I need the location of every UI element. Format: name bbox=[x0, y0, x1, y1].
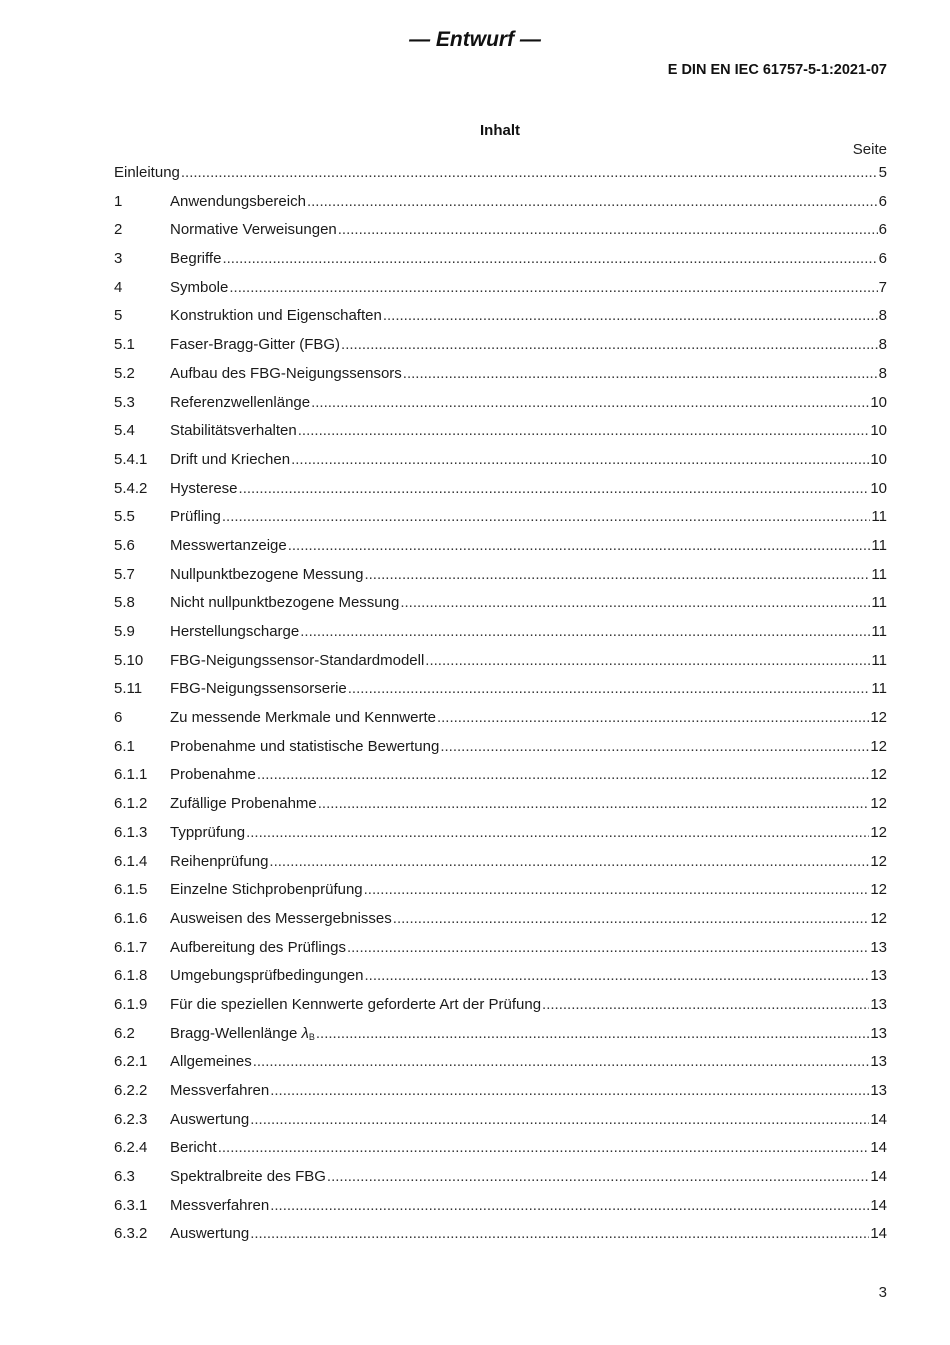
toc-entry[interactable] bbox=[114, 1220, 887, 1249]
toc-entry-title bbox=[170, 561, 363, 590]
toc-entry-title bbox=[170, 991, 541, 1020]
toc-entry[interactable] bbox=[114, 532, 887, 561]
toc-entry-page: 5 bbox=[878, 164, 887, 181]
toc-entry-page: 13 bbox=[870, 995, 887, 1013]
leader-dots bbox=[307, 188, 878, 217]
toc-entry-page: 11 bbox=[871, 680, 887, 698]
toc-entry-number: 6.2.3 bbox=[114, 1110, 148, 1128]
toc-entry-number: 5.8 bbox=[114, 594, 135, 612]
leader-dots bbox=[288, 532, 871, 561]
toc-entry[interactable] bbox=[114, 1020, 887, 1049]
toc-entry-title bbox=[170, 216, 337, 245]
toc-entry-title bbox=[170, 704, 436, 733]
leader-dots bbox=[364, 876, 870, 905]
toc-entry-title bbox=[170, 618, 299, 647]
toc-entry[interactable] bbox=[114, 331, 887, 360]
toc-entry-number: 6.1.7 bbox=[114, 938, 148, 956]
toc-entry-title-text: Zufällige Probenahme bbox=[170, 795, 317, 813]
leader-dots bbox=[393, 905, 870, 934]
toc-entry-symbol-subscript: B bbox=[308, 1031, 315, 1042]
toc-entry-title-text: Herstellungscharge bbox=[170, 623, 300, 640]
document-number: E DIN EN IEC 61757-5-1:2021-07 bbox=[667, 62, 887, 78]
leader-dots bbox=[270, 1192, 869, 1221]
leader-dots bbox=[253, 1048, 870, 1077]
toc-entry[interactable] bbox=[114, 1048, 887, 1077]
toc-entry-title-text: Referenzwellenlänge bbox=[170, 393, 311, 411]
toc-entry-introduction[interactable] bbox=[114, 159, 887, 188]
toc-entry-page: 13 bbox=[870, 1082, 887, 1099]
toc-entry-title bbox=[170, 1134, 217, 1163]
toc-entry-page: 14 bbox=[870, 1225, 887, 1243]
toc-entry[interactable] bbox=[114, 905, 887, 934]
toc-entry-title bbox=[170, 848, 268, 877]
leader-dots bbox=[269, 848, 869, 877]
toc-entry-page: 11 bbox=[871, 565, 887, 583]
leader-dots bbox=[318, 790, 870, 819]
toc-entry-page: 10 bbox=[870, 422, 887, 440]
toc-entry-number: 6.2.2 bbox=[114, 1082, 148, 1099]
toc-entry-number: 2 bbox=[114, 221, 123, 239]
toc-entry-title bbox=[170, 503, 221, 532]
leader-dots bbox=[440, 733, 869, 762]
toc-entry-page: 12 bbox=[870, 737, 887, 755]
toc-entry-page: 12 bbox=[870, 823, 887, 841]
toc-entry[interactable] bbox=[114, 245, 887, 274]
toc-entry-title-text: Einzelne Stichprobenprüfung bbox=[170, 881, 363, 899]
toc-entry[interactable] bbox=[114, 1134, 887, 1163]
toc-entry-title: Einleitung bbox=[114, 164, 180, 181]
toc-entry-title-text: FBG-Neigungssensor-Standardmodell bbox=[170, 651, 425, 669]
leader-dots bbox=[341, 331, 878, 360]
leader-dots bbox=[347, 934, 869, 963]
toc-entry-number: 6.1.3 bbox=[114, 823, 148, 841]
toc-entry[interactable] bbox=[114, 876, 887, 905]
toc-entry-number: 6.3 bbox=[114, 1168, 135, 1186]
toc-entry[interactable] bbox=[114, 589, 887, 618]
toc-entry-symbol: λ bbox=[301, 1024, 309, 1042]
toc-heading: Inhalt bbox=[480, 122, 520, 139]
toc-entry-title-text: Auswertung bbox=[170, 1225, 250, 1243]
leader-dots bbox=[300, 618, 870, 647]
toc-entry-title bbox=[170, 532, 287, 561]
toc-entry[interactable] bbox=[114, 1192, 887, 1221]
leader-dots bbox=[218, 1134, 870, 1163]
leader-dots bbox=[437, 704, 869, 733]
toc-entry[interactable] bbox=[114, 1077, 887, 1106]
toc-entry[interactable] bbox=[114, 848, 887, 877]
toc-entry[interactable] bbox=[114, 1106, 887, 1135]
toc-entry-page: 14 bbox=[870, 1168, 887, 1186]
toc-entry-title-text: Symbole bbox=[170, 278, 229, 296]
toc-entry-page: 12 bbox=[870, 709, 887, 727]
toc-entry-number: 1 bbox=[114, 192, 123, 210]
toc-entry-title-text: Nicht nullpunktbezogene Messung bbox=[170, 594, 400, 612]
toc-entry-title-text: Reihenprüfung bbox=[170, 852, 269, 870]
toc-entry-title-text: Prüfling bbox=[170, 508, 221, 526]
toc-entry[interactable] bbox=[114, 790, 887, 819]
leader-dots bbox=[291, 446, 869, 475]
toc-entry[interactable] bbox=[114, 389, 887, 418]
toc-entry-number: 5.10 bbox=[114, 651, 144, 669]
toc-entry-title-text: Normative Verweisungen bbox=[170, 221, 337, 239]
toc-entry-number: 5.4.1 bbox=[114, 450, 148, 468]
toc-entry-title bbox=[170, 331, 340, 360]
toc-entry-title bbox=[170, 245, 221, 274]
toc-entry-title-text: Ausweisen des Messergebnisses bbox=[170, 909, 392, 927]
toc-entry-title-text: Aufbereitung des Prüflings bbox=[170, 938, 346, 956]
leader-dots bbox=[364, 962, 869, 991]
toc-entry-number: 6.1.4 bbox=[114, 852, 148, 870]
toc-entry-page: 11 bbox=[871, 536, 887, 554]
leader-dots bbox=[229, 274, 877, 303]
toc-entry-title bbox=[170, 1106, 249, 1135]
toc-entry-number: 6.3.1 bbox=[114, 1196, 148, 1214]
toc-entry-title bbox=[170, 1192, 269, 1221]
toc-entry-page: 14 bbox=[870, 1196, 887, 1214]
toc-entry-title-text: Begriffe bbox=[170, 250, 222, 268]
toc-entry-number: 6.2 bbox=[114, 1024, 135, 1042]
leader-dots bbox=[348, 675, 871, 704]
toc-entry-number: 5.4 bbox=[114, 422, 135, 440]
toc-entry-number: 6.1.5 bbox=[114, 881, 148, 899]
toc-entry-title bbox=[170, 675, 347, 704]
toc-entry-title-text: Nullpunktbezogene Messung bbox=[170, 565, 364, 583]
toc-entry[interactable] bbox=[114, 302, 887, 331]
toc-entry-number: 6.1.8 bbox=[114, 967, 148, 985]
toc-entry-page: 12 bbox=[870, 909, 887, 927]
toc-entry-title bbox=[170, 1163, 326, 1192]
toc-entry-number: 6.1.1 bbox=[114, 766, 148, 784]
toc-entry-number: 6.1.6 bbox=[114, 909, 148, 927]
toc-entry-number: 6.2.1 bbox=[114, 1053, 148, 1071]
toc-entry-page: 12 bbox=[870, 795, 887, 813]
toc-entry-title-text: Bericht bbox=[170, 1139, 217, 1157]
toc-entry-title bbox=[170, 446, 290, 475]
draft-label: — Entwurf — bbox=[409, 28, 541, 51]
leader-dots bbox=[311, 389, 869, 418]
toc-entry-title-text: Aufbau des FBG-Neigungssensors bbox=[170, 364, 402, 382]
toc-entry-title-text: Messwertanzeige bbox=[170, 536, 287, 554]
toc-entry-number: 6.1.9 bbox=[114, 995, 148, 1013]
toc-entry-number: 5.1 bbox=[114, 336, 135, 354]
toc-entry-title bbox=[170, 274, 228, 303]
leader-dots bbox=[364, 561, 870, 590]
toc-entry-title bbox=[170, 733, 439, 762]
toc-entry-title bbox=[170, 934, 346, 963]
toc-entry[interactable] bbox=[114, 1163, 887, 1192]
toc-entry-number: 3 bbox=[114, 250, 123, 268]
toc-entry-page: 11 bbox=[871, 594, 887, 612]
toc-entry-number: 5.2 bbox=[114, 364, 135, 382]
toc-entry-number: 6.1 bbox=[114, 737, 135, 755]
toc-entry-title-text: Zu messende Merkmale und Kennwerte bbox=[170, 709, 436, 727]
toc-entry-title bbox=[170, 761, 256, 790]
toc-entry-title bbox=[170, 389, 310, 418]
leader-dots bbox=[239, 475, 870, 504]
toc-entry-title-text: Bragg-Wellenlänge bbox=[170, 1024, 298, 1042]
leader-dots bbox=[246, 819, 869, 848]
toc-entry-title-text: Messverfahren bbox=[170, 1196, 270, 1214]
toc-entry-title-text: Faser-Bragg-Gitter (FBG) bbox=[170, 336, 341, 354]
toc-entry-title bbox=[170, 1077, 269, 1106]
toc-entry[interactable] bbox=[114, 733, 887, 762]
toc-entry-page: 10 bbox=[870, 479, 887, 497]
toc-entry-page: 6 bbox=[878, 221, 887, 239]
toc-entry[interactable] bbox=[114, 446, 887, 475]
toc-entry-title-text: Auswertung bbox=[170, 1110, 250, 1128]
toc-entry-title-text: Stabilitätsverhalten bbox=[170, 422, 297, 440]
toc-entry[interactable] bbox=[114, 962, 887, 991]
toc-entry[interactable] bbox=[114, 819, 887, 848]
toc-entry-title-text: Probenahme und statistische Bewertung bbox=[170, 737, 440, 755]
toc-entry-title bbox=[170, 475, 238, 504]
toc-entry[interactable] bbox=[114, 618, 887, 647]
toc-entry-title bbox=[170, 360, 402, 389]
toc-entry-title bbox=[170, 962, 363, 991]
page-number: 3 bbox=[878, 1284, 887, 1301]
toc-entry-number: 5.3 bbox=[114, 393, 135, 411]
toc-entry[interactable] bbox=[114, 934, 887, 963]
toc-entry-page: 13 bbox=[870, 1024, 887, 1042]
toc-entry[interactable] bbox=[114, 216, 887, 245]
toc-entry[interactable] bbox=[114, 704, 887, 733]
leader-dots bbox=[425, 647, 870, 676]
toc-entry-title bbox=[170, 647, 424, 676]
toc-entry-number: 5.6 bbox=[114, 536, 135, 554]
toc-entry-page: 8 bbox=[878, 307, 887, 325]
leader-dots bbox=[327, 1163, 869, 1192]
leader-dots bbox=[316, 1020, 869, 1049]
toc-entry[interactable] bbox=[114, 188, 887, 217]
toc-entry-page: 12 bbox=[870, 766, 887, 784]
toc-entry-number: 6.1.2 bbox=[114, 795, 148, 813]
toc-entry-page: 11 bbox=[871, 651, 887, 669]
leader-dots bbox=[383, 302, 878, 331]
toc-entry[interactable] bbox=[114, 475, 887, 504]
toc-entry-page: 13 bbox=[870, 1053, 887, 1071]
toc-entry-title bbox=[170, 589, 399, 618]
toc-entry-title-text: Allgemeines bbox=[170, 1053, 252, 1071]
toc-entry-number: 5.5 bbox=[114, 508, 135, 526]
toc-entry-title bbox=[170, 819, 245, 848]
toc-entry-title bbox=[170, 790, 317, 819]
toc-entry-title-text: Probenahme bbox=[170, 766, 256, 784]
toc-entry-number: 5.7 bbox=[114, 565, 135, 583]
toc-entry-title-text: Spektralbreite des FBG bbox=[170, 1168, 326, 1186]
toc-entry-number: 5.11 bbox=[114, 680, 143, 698]
leader-dots bbox=[257, 761, 869, 790]
toc-entry-page: 13 bbox=[870, 938, 887, 956]
toc-entry-page: 12 bbox=[870, 852, 887, 870]
table-of-contents bbox=[114, 159, 887, 1249]
toc-entry-number: 6.2.4 bbox=[114, 1139, 148, 1157]
toc-entry-title-text: Konstruktion und Eigenschaften bbox=[170, 307, 382, 325]
leader-dots bbox=[400, 589, 870, 618]
toc-entry-page: 10 bbox=[870, 393, 887, 411]
toc-entry-title bbox=[170, 1020, 315, 1049]
leader-dots bbox=[542, 991, 869, 1020]
toc-entry[interactable] bbox=[114, 675, 887, 704]
toc-entry-page: 6 bbox=[878, 250, 887, 268]
toc-entry-number: 6 bbox=[114, 709, 123, 727]
toc-entry-page: 6 bbox=[878, 192, 887, 210]
leader-dots bbox=[403, 360, 878, 389]
toc-entry[interactable] bbox=[114, 991, 887, 1020]
toc-entry-title-text: Umgebungsprüfbedingungen bbox=[170, 967, 364, 985]
toc-entry-title-text: Typprüfung bbox=[170, 823, 246, 841]
leader-dots bbox=[181, 159, 878, 188]
toc-entry[interactable] bbox=[114, 761, 887, 790]
page-column-label: Seite bbox=[852, 141, 887, 158]
toc-entry-title bbox=[170, 302, 382, 331]
toc-entry-title-text: Drift und Kriechen bbox=[170, 450, 291, 468]
leader-dots bbox=[270, 1077, 869, 1106]
toc-entry[interactable] bbox=[114, 417, 887, 446]
toc-entry-title-text: FBG-Neigungssensorserie bbox=[170, 680, 347, 698]
toc-entry-title-text: Hysterese bbox=[170, 479, 238, 497]
leader-dots bbox=[222, 503, 871, 532]
leader-dots bbox=[222, 245, 877, 274]
toc-entry-page: 8 bbox=[878, 336, 887, 354]
toc-entry-page: 13 bbox=[870, 967, 887, 985]
toc-entry-page: 12 bbox=[870, 881, 887, 899]
toc-entry-title-text: Messverfahren bbox=[170, 1082, 270, 1099]
leader-dots bbox=[250, 1106, 869, 1135]
toc-entry-page: 11 bbox=[871, 623, 887, 640]
toc-entry-number: 6.3.2 bbox=[114, 1225, 148, 1243]
toc-entry-title-text: Für die speziellen Kennwerte geforderte Art der Prüfung bbox=[170, 995, 542, 1013]
toc-entry-number: 5 bbox=[114, 307, 123, 325]
leader-dots bbox=[338, 216, 878, 245]
toc-entry-page: 14 bbox=[870, 1110, 887, 1128]
toc-entry-title bbox=[170, 1220, 249, 1249]
leader-dots bbox=[250, 1220, 869, 1249]
toc-entry[interactable] bbox=[114, 503, 887, 532]
toc-entry-title bbox=[170, 905, 392, 934]
toc-entry-page: 14 bbox=[870, 1139, 887, 1157]
toc-entry-page: 8 bbox=[878, 364, 887, 382]
toc-entry-title bbox=[170, 417, 297, 446]
toc-entry-page: 11 bbox=[871, 508, 887, 526]
toc-entry-title bbox=[170, 188, 306, 217]
toc-entry-title bbox=[170, 876, 363, 905]
toc-entry-page: 10 bbox=[870, 450, 887, 468]
toc-entry[interactable] bbox=[114, 561, 887, 590]
toc-entry-title-text: Anwendungsbereich bbox=[170, 192, 306, 210]
toc-entry-page: 7 bbox=[878, 278, 887, 296]
toc-entry-number: 5.4.2 bbox=[114, 479, 148, 497]
toc-entry[interactable] bbox=[114, 647, 887, 676]
toc-entry[interactable] bbox=[114, 360, 887, 389]
leader-dots bbox=[298, 417, 870, 446]
toc-entry[interactable] bbox=[114, 274, 887, 303]
toc-entry-number: 4 bbox=[114, 278, 123, 296]
toc-entry-title bbox=[170, 1048, 252, 1077]
toc-entry-number: 5.9 bbox=[114, 623, 135, 640]
